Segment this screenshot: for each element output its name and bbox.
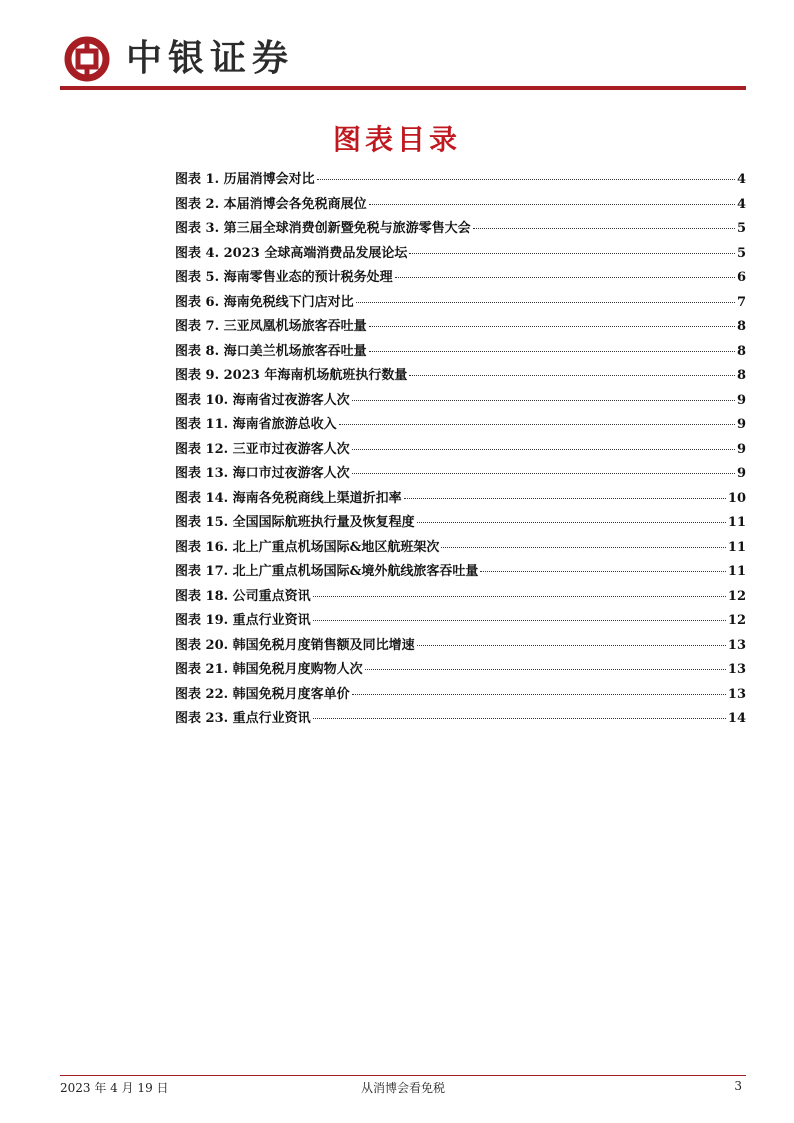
toc-dot-leader [417,522,726,523]
toc-dot-leader [404,498,726,499]
toc-entry-label: 图表 15. 全国国际航班执行量及恢复程度 [175,515,415,530]
toc-entry-label: 图表 2. 本届消博会各免税商展位 [175,196,367,212]
toc-entry-label: 图表 4. 2023 全球高端消费品发展论坛 [175,245,408,261]
toc-dot-leader [480,571,726,572]
toc-entry[interactable] [175,217,746,242]
toc-entry-label: 图表 17. 北上广重点机场国际&境外航线旅客吞吐量 [175,564,479,579]
toc-dot-leader [339,424,735,425]
toc-entry-page: 4 [736,196,746,212]
footer-divider [60,1075,746,1076]
toc-entry-page: 9 [736,466,746,481]
toc-entry-page: 9 [736,441,746,457]
toc-entry-page: 12 [727,613,746,628]
toc-entry-page: 13 [727,637,746,653]
toc-dot-leader [395,277,735,278]
toc-entry[interactable] [175,560,746,585]
toc-entry[interactable] [175,609,746,634]
toc-entry[interactable] [175,511,746,536]
toc-entry-label: 图表 6. 海南免税线下门店对比 [175,294,354,310]
page-title: 图表目录 [332,123,461,156]
toc-entry[interactable] [175,413,746,438]
toc-entry[interactable] [175,487,746,512]
toc-dot-leader [352,694,726,695]
toc-entry-label: 图表 20. 韩国免税月度销售额及同比增速 [175,637,415,653]
toc-dot-leader [441,547,726,548]
toc-entry[interactable] [175,242,746,267]
toc-entry[interactable] [175,266,746,291]
footer-document-title: 从消博会看免税 [360,1081,445,1095]
toc-entry[interactable] [175,634,746,659]
toc-entry-page: 8 [736,343,746,359]
toc-entry-label: 图表 3. 第三届全球消费创新暨免税与旅游零售大会 [175,221,471,236]
toc-entry-page: 11 [727,564,746,579]
toc-dot-leader [313,596,726,597]
footer-page-number: 3 [734,1079,742,1093]
toc-entry[interactable] [175,389,746,414]
toc-entry-page: 7 [736,294,746,310]
toc-entry-page: 8 [736,368,746,383]
toc-entry-label: 图表 5. 海南零售业态的预计税务处理 [175,270,393,285]
toc-entry-page: 11 [727,515,746,530]
page-footer [60,1079,746,1097]
toc-entry-label: 图表 7. 三亚凤凰机场旅客吞吐量 [175,319,367,334]
toc-entry[interactable] [175,364,746,389]
toc-entry-page: 12 [727,588,746,604]
toc-entry[interactable] [175,438,746,463]
toc-dot-leader [409,375,735,376]
toc-entry-page: 9 [736,417,746,432]
toc-entry-label: 图表 10. 海南省过夜游客人次 [175,392,350,408]
bank-of-china-logo [64,36,110,82]
toc-entry-label: 图表 19. 重点行业资讯 [175,613,311,628]
toc-entry-label: 图表 12. 三亚市过夜游客人次 [175,441,350,457]
toc-entry-label: 图表 23. 重点行业资讯 [175,711,311,726]
toc-dot-leader [313,620,726,621]
toc-entry-label: 图表 11. 海南省旅游总收入 [175,417,337,432]
toc-entry[interactable] [175,683,746,708]
toc-dot-leader [352,449,735,450]
toc-dot-leader [369,326,735,327]
toc-entry[interactable] [175,315,746,340]
toc-entry[interactable] [175,193,746,218]
toc-entry-label: 图表 21. 韩国免税月度购物人次 [175,662,363,677]
toc-entry-page: 6 [736,270,746,285]
toc-entry-page: 5 [736,245,746,261]
toc-entry[interactable] [175,168,746,193]
toc-entry-page: 11 [727,539,746,555]
toc-entry-page: 5 [736,221,746,236]
toc-entry-label: 图表 18. 公司重点资讯 [175,588,311,604]
toc-dot-leader [409,253,735,254]
footer-date: 2023 年 4 月 19 日 [60,1081,169,1095]
toc-entry-label: 图表 16. 北上广重点机场国际&地区航班架次 [175,539,440,555]
header-divider [60,86,746,90]
table-of-figures [175,168,746,732]
toc-dot-leader [352,400,735,401]
brand-name: 中银证券 [126,38,295,79]
toc-entry-page: 13 [727,662,746,677]
toc-entry-label: 图表 8. 海口美兰机场旅客吞吐量 [175,343,367,359]
toc-dot-leader [473,228,735,229]
toc-dot-leader [369,351,735,352]
page-header [60,28,746,88]
toc-dot-leader [365,669,726,670]
toc-dot-leader [369,204,735,205]
toc-entry-label: 图表 13. 海口市过夜游客人次 [175,466,350,481]
toc-dot-leader [356,302,735,303]
toc-entry[interactable] [175,340,746,365]
toc-entry[interactable] [175,291,746,316]
toc-entry-page: 10 [727,490,746,506]
toc-entry-page: 8 [736,319,746,334]
toc-entry[interactable] [175,658,746,683]
toc-dot-leader [313,718,726,719]
toc-dot-leader [317,179,735,180]
toc-entry-page: 14 [727,711,746,726]
toc-entry-page: 13 [727,686,746,702]
toc-entry-label: 图表 22. 韩国免税月度客单价 [175,686,350,702]
toc-entry[interactable] [175,462,746,487]
toc-dot-leader [352,473,735,474]
toc-entry[interactable] [175,707,746,732]
toc-entry[interactable] [175,585,746,610]
toc-entry[interactable] [175,536,746,561]
toc-entry-label: 图表 9. 2023 年海南机场航班执行数量 [175,368,408,383]
toc-entry-page: 9 [736,392,746,408]
toc-entry-label: 图表 1. 历届消博会对比 [175,172,315,187]
toc-entry-label: 图表 14. 海南各免税商线上渠道折扣率 [175,490,402,506]
toc-dot-leader [417,645,726,646]
toc-entry-page: 4 [736,172,746,187]
